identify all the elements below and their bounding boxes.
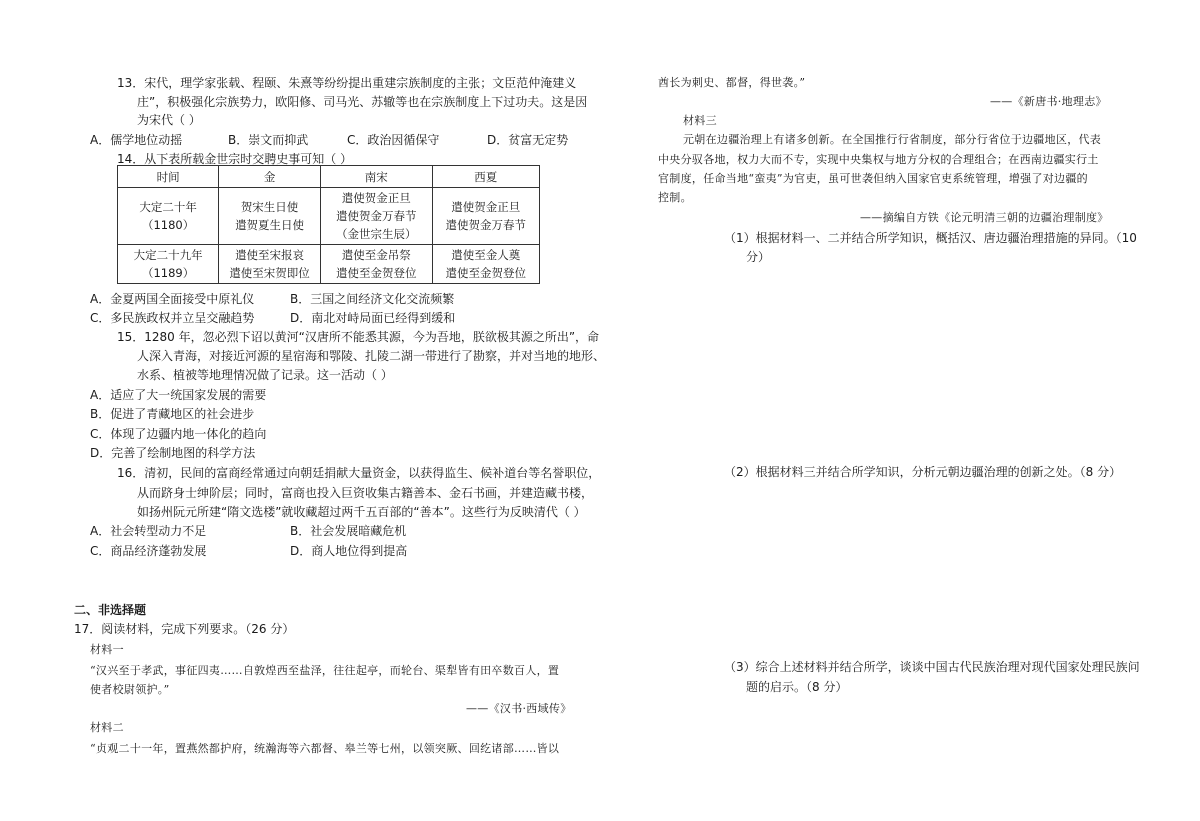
cell-line: 遣使至金贺登位 xyxy=(445,266,527,280)
cell-line: 遣使贺金万春节 xyxy=(335,209,417,223)
table-cell xyxy=(219,245,321,284)
table-cell xyxy=(432,245,539,284)
cell-line: （1180） xyxy=(141,218,195,232)
material-2-title: 材料二 xyxy=(90,721,124,734)
table-cell xyxy=(432,188,539,245)
material-3-line4: 控制。 xyxy=(658,191,692,204)
table-header-cell: 南宋 xyxy=(320,166,432,188)
table-cell xyxy=(320,245,432,284)
material-1-line1: “汉兴至于孝武，事征四夷……自敦煌西至盐泽，往往起亭，而轮台、渠犁皆有田卒数百人，置 xyxy=(90,664,560,677)
q13-option-a: A．儒学地位动摇 xyxy=(90,133,183,147)
q15-option-a: A．适应了大一统国家发展的需要 xyxy=(90,388,267,402)
q13-option-d: D．贫富无定势 xyxy=(487,133,569,147)
cell-line: （1189） xyxy=(141,266,195,280)
cell-line: 遣使至金贺登位 xyxy=(335,266,417,280)
cell-line: 遣使至金吊祭 xyxy=(341,248,411,262)
q15-option-c: C．体现了边疆内地一体化的趋向 xyxy=(90,427,267,441)
cell-line: 遣贺夏生日使 xyxy=(235,218,305,232)
q14-option-c: C．多民族政权并立呈交融趋势 xyxy=(90,311,255,325)
q15-stem-line2: 人深入青海，对接近河源的星宿海和鄂陵、扎陵二湖一带进行了勘察，并对当地的地形、 xyxy=(137,349,606,363)
q17-part1-line2: 分） xyxy=(746,250,771,264)
table-header-cell: 金 xyxy=(219,166,321,188)
table-header-row xyxy=(118,166,540,188)
table-row xyxy=(118,245,540,284)
q14-option-b: B．三国之间经济文化交流频繁 xyxy=(290,292,455,306)
cell-line: 贺宋生日使 xyxy=(240,200,299,214)
cell-line: 大定二十九年 xyxy=(133,248,203,262)
material-2-source: ——《新唐书·地理志》 xyxy=(990,95,1107,108)
q13-stem-line2: 庄”，积极强化宗族势力，欧阳修、司马光、苏辙等也在宗族制度上下过功夫。这是因 xyxy=(137,95,588,109)
cell-line: 遣使贺金正旦 xyxy=(451,200,521,214)
q13-option-c: C．政治因循保守 xyxy=(347,133,440,147)
section-heading: 二、非选择题 xyxy=(74,603,147,617)
q17-part3-line2: 题的启示。（8 分） xyxy=(746,680,848,694)
q16-stem-line1: 16．清初，民间的富商经常通过向朝廷捐献大量资金，以获得监生、候补道台等名誉职位， xyxy=(117,466,601,480)
material-3-line1: 元朝在边疆治理上有诸多创新。在全国推行行省制度，部分行省位于边疆地区，代表 xyxy=(683,133,1102,146)
table-header-cell: 西夏 xyxy=(432,166,539,188)
q17-part1-line1: （1）根据材料一、二并结合所学知识，概括汉、唐边疆治理措施的异同。（10 xyxy=(724,231,1137,245)
material-2-line2: 酋长为刺史、都督，得世袭。” xyxy=(658,76,806,89)
cell-line: 遣使至金人奠 xyxy=(451,248,521,262)
material-3-title: 材料三 xyxy=(683,114,717,127)
q15-option-d: D．完善了绘制地图的科学方法 xyxy=(90,446,256,460)
cell-line: 大定二十年 xyxy=(139,200,197,214)
q14-table xyxy=(117,165,540,284)
q13-option-b: B．崇文而抑武 xyxy=(228,133,309,147)
material-3-source: ——摘编自方铁《论元明清三朝的边疆治理制度》 xyxy=(860,211,1109,224)
q13-stem-line3: 为宋代（ ） xyxy=(137,113,201,127)
cell-line: 遣使至宋报哀 xyxy=(235,248,305,262)
table-cell xyxy=(118,245,219,284)
q16-option-d: D．商人地位得到提高 xyxy=(290,544,408,558)
q14-option-d: D．南北对峙局面已经得到缓和 xyxy=(290,311,456,325)
table-cell xyxy=(219,188,321,245)
material-3-line2: 中央分驭各地，权力大而不专，实现中央集权与地方分权的合理组合；在西南边疆实行土 xyxy=(658,153,1099,166)
q16-option-b: B．社会发展暗藏危机 xyxy=(290,524,407,538)
cell-line: 遣使至宋贺即位 xyxy=(229,266,310,280)
q16-option-c: C．商品经济蓬勃发展 xyxy=(90,544,207,558)
q14-stem: 14．从下表所载金世宗时交聘史事可知（ ） xyxy=(117,152,353,166)
cell-line: （金世宗生辰） xyxy=(335,227,417,241)
q16-option-a: A．社会转型动力不足 xyxy=(90,524,207,538)
material-1-line2: 使者校尉领护。” xyxy=(90,683,170,696)
q13-stem-line1: 13．宋代，理学家张载、程颐、朱熹等纷纷提出重建宗族制度的主张；文臣范仲淹建义 xyxy=(117,76,577,90)
material-1-title: 材料一 xyxy=(90,643,124,656)
table-row xyxy=(118,188,540,245)
q17-part3-line1: （3）综合上述材料并结合所学，谈谈中国古代民族治理对现代国家处理民族问 xyxy=(724,660,1140,674)
q15-stem-line1: 15．1280 年，忽必烈下诏以黄河“汉唐所不能悉其源，今为吾地，朕欲极其源之所出”，命 xyxy=(117,330,600,344)
q15-stem-line3: 水系、植被等地理情况做了记录。这一活动（ ） xyxy=(137,368,393,382)
cell-line: 遣使贺金正旦 xyxy=(341,191,411,205)
q14-option-a: A．金夏两国全面接受中原礼仪 xyxy=(90,292,255,306)
q16-stem-line3: 如扬州阮元所建“隋文选楼”就收藏超过两千五百部的“善本”。这些行为反映清代（ ） xyxy=(137,505,586,519)
table-header-cell: 时间 xyxy=(118,166,219,188)
q17-stem: 17．阅读材料，完成下列要求。（26 分） xyxy=(74,622,295,636)
material-1-source: ——《汉书·西域传》 xyxy=(466,702,572,715)
table-cell xyxy=(320,188,432,245)
q15-option-b: B．促进了青藏地区的社会进步 xyxy=(90,407,255,421)
material-3-line3: 官制度，任命当地“蛮夷”为官吏，虽可世袭但纳入国家官吏系统管理，增强了对边疆的 xyxy=(658,172,1088,185)
material-2-line1: “贞观二十一年，置燕然都护府，统瀚海等六都督、皋兰等七州，以领突厥、回纥诸部……皆以 xyxy=(90,742,560,755)
q17-part2: （2）根据材料三并结合所学知识，分析元朝边疆治理的创新之处。（8 分） xyxy=(724,465,1122,479)
cell-line: 遣使贺金万春节 xyxy=(445,218,527,232)
q16-stem-line2: 从而跻身士绅阶层；同时，富商也投入巨资收集古籍善本、金石书画，并建造藏书楼， xyxy=(137,486,594,500)
table-cell xyxy=(118,188,219,245)
